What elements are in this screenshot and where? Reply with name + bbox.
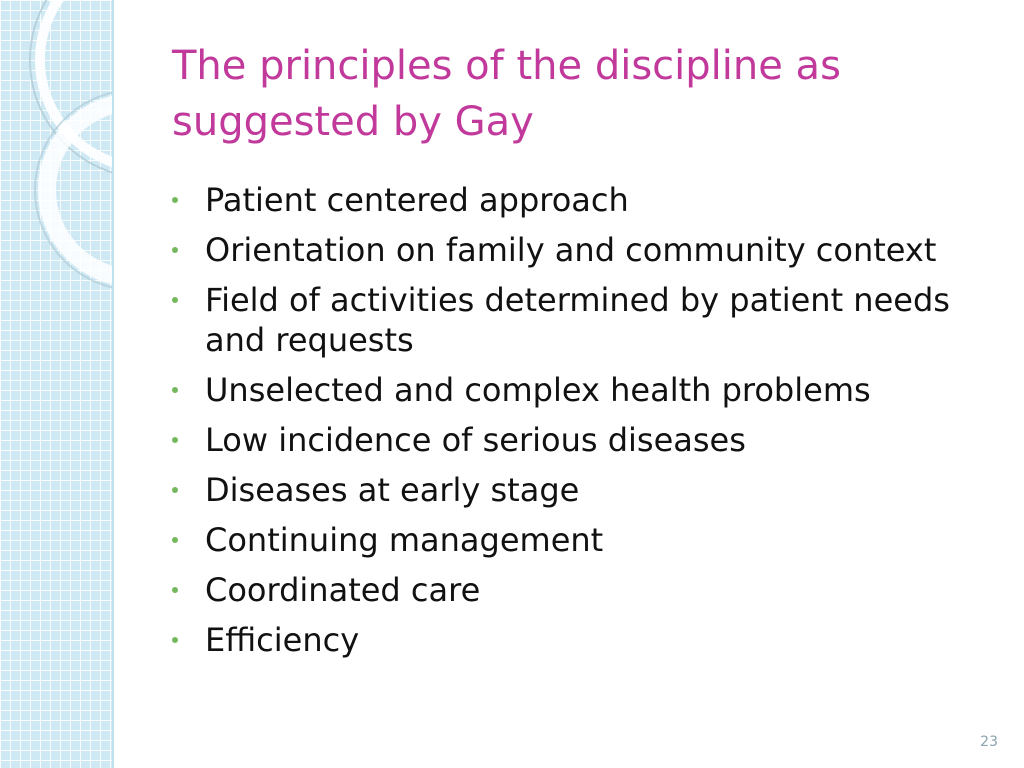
bullet-item (172, 180, 972, 220)
bullet-item (172, 280, 972, 360)
bullet-text: Efficiency (205, 621, 360, 659)
bullet-text: Unselected and complex health problems (205, 371, 871, 409)
bullet-item (172, 620, 972, 660)
bullet-item (172, 420, 972, 460)
bullet-text: Orientation on family and community context (205, 231, 937, 269)
bullet-text: Diseases at early stage (205, 471, 580, 509)
bullet-icon (172, 247, 178, 253)
bullet-item (172, 520, 972, 560)
bullet-icon (172, 387, 178, 393)
bullet-item (172, 570, 972, 610)
decorative-rings (0, 0, 112, 768)
bullet-item (172, 370, 972, 410)
bullet-icon (172, 587, 178, 593)
bullet-icon (172, 537, 178, 543)
bullet-text: Coordinated care (205, 571, 481, 609)
bullet-icon (172, 297, 178, 303)
bullet-text: Low incidence of serious diseases (205, 421, 746, 459)
decorative-side-band (0, 0, 114, 768)
bullet-item (172, 470, 972, 510)
bullet-list (172, 180, 972, 670)
page-number: 23 (980, 734, 998, 750)
bullet-icon (172, 197, 178, 203)
bullet-text: Field of activities determined by patient needs and requests (205, 281, 950, 359)
slide-title: The principles of the discipline as suggested by Gay (172, 43, 841, 145)
bullet-icon (172, 637, 178, 643)
bullet-text: Continuing management (205, 521, 604, 559)
bullet-item (172, 230, 972, 270)
bullet-text: Patient centered approach (205, 181, 629, 219)
bullet-icon (172, 437, 178, 443)
bullet-icon (172, 487, 178, 493)
